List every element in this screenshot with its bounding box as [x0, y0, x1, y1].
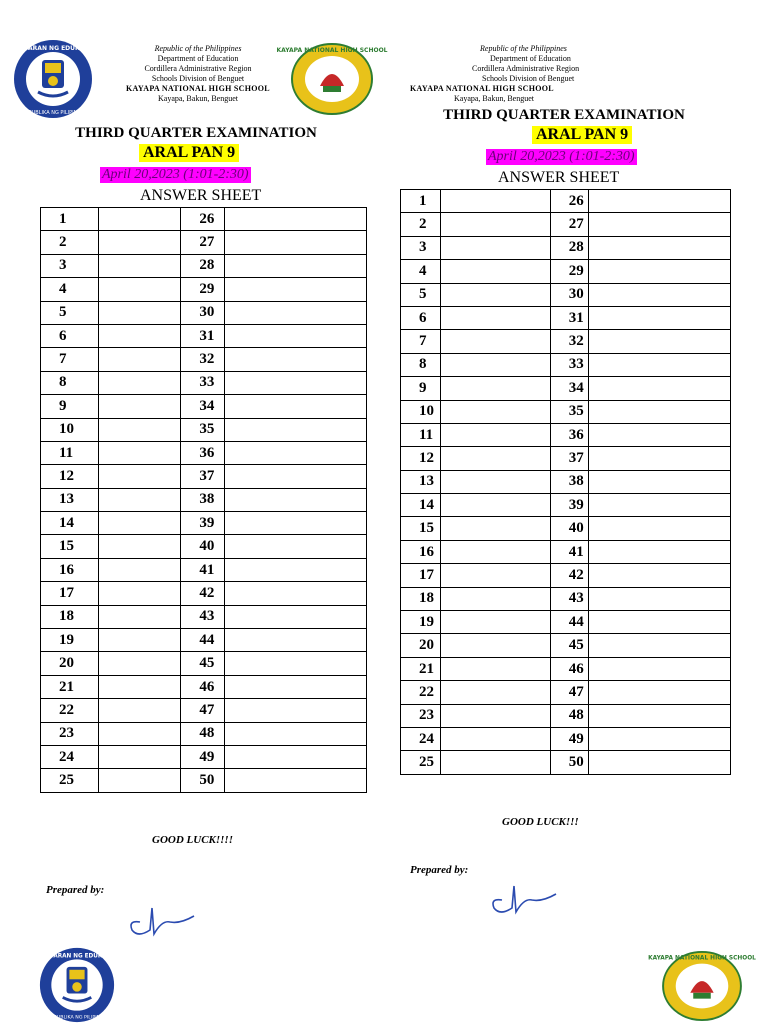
answer-blank[interactable] — [589, 564, 731, 587]
deped-seal-subtext: REPUBLIKA NG PILIPINAS — [22, 110, 84, 116]
item-number: 42 — [550, 564, 589, 587]
republic-line-right: Republic of the Philippines — [480, 44, 567, 53]
item-number: 24 — [401, 727, 441, 750]
item-number: 35 — [181, 418, 225, 441]
answer-row — [41, 722, 367, 745]
answer-blank[interactable] — [225, 512, 367, 535]
answer-blank[interactable] — [589, 447, 731, 470]
item-number: 43 — [181, 605, 225, 628]
answer-blank[interactable] — [98, 254, 181, 277]
item-number: 6 — [41, 324, 99, 347]
answer-row — [401, 587, 731, 610]
item-number: 12 — [401, 447, 441, 470]
department-line-right: Department of Education — [490, 54, 571, 63]
item-number: 25 — [41, 769, 99, 792]
item-number: 47 — [550, 681, 589, 704]
item-number: 45 — [550, 634, 589, 657]
school-line-right: KAYAPA NATIONAL HIGH SCHOOL — [410, 84, 554, 93]
item-number: 46 — [181, 675, 225, 698]
answer-blank[interactable] — [98, 512, 181, 535]
letterhead-right — [410, 44, 710, 104]
item-number: 8 — [41, 371, 99, 394]
answer-blank[interactable] — [98, 371, 181, 394]
item-number: 2 — [41, 231, 99, 254]
item-number: 13 — [401, 470, 441, 493]
answer-row — [401, 704, 731, 727]
item-number: 33 — [550, 353, 589, 376]
answer-blank[interactable] — [440, 213, 550, 236]
item-number: 31 — [181, 324, 225, 347]
prepared-by-label-right: Prepared by: — [410, 864, 469, 876]
answer-row — [401, 657, 731, 680]
answer-row — [401, 564, 731, 587]
item-number: 9 — [401, 377, 441, 400]
school-line: KAYAPA NATIONAL HIGH SCHOOL — [126, 84, 270, 93]
deped-seal-bottom-icon — [29, 946, 125, 1024]
item-number: 3 — [401, 236, 441, 259]
item-number: 27 — [181, 231, 225, 254]
item-number: 15 — [401, 517, 441, 540]
answer-row — [401, 260, 731, 283]
item-number: 10 — [41, 418, 99, 441]
answer-sheet-right — [384, 0, 768, 1024]
item-number: 19 — [401, 611, 441, 634]
answer-blank[interactable] — [98, 582, 181, 605]
school-seal-text: KAYAPA NATIONAL HIGH SCHOOL — [276, 47, 388, 54]
answer-blank[interactable] — [589, 634, 731, 657]
answer-blank[interactable] — [589, 260, 731, 283]
answer-blank[interactable] — [440, 587, 550, 610]
answer-blank[interactable] — [225, 441, 367, 464]
item-number: 41 — [550, 540, 589, 563]
item-number: 43 — [550, 587, 589, 610]
exam-date: April 20,2023 (1:01-2:30) — [102, 167, 249, 182]
answer-blank[interactable] — [98, 675, 181, 698]
address-line: Kayapa, Bakun, Benguet — [158, 94, 238, 103]
item-number: 4 — [41, 278, 99, 301]
item-number: 2 — [401, 213, 441, 236]
answer-blank[interactable] — [98, 535, 181, 558]
item-number: 14 — [41, 512, 99, 535]
item-number: 21 — [401, 657, 441, 680]
answer-blank[interactable] — [440, 330, 550, 353]
item-number: 40 — [550, 517, 589, 540]
answer-table-right — [400, 189, 731, 775]
item-number: 36 — [181, 441, 225, 464]
item-number: 35 — [550, 400, 589, 423]
answer-row — [401, 727, 731, 750]
answer-blank[interactable] — [225, 582, 367, 605]
item-number: 38 — [181, 488, 225, 511]
answer-blank[interactable] — [225, 769, 367, 792]
answer-blank[interactable] — [589, 213, 731, 236]
answer-blank[interactable] — [589, 190, 731, 213]
item-number: 1 — [401, 190, 441, 213]
good-luck-text: GOOD LUCK!!!! — [152, 834, 233, 846]
item-number: 28 — [550, 236, 589, 259]
item-number: 16 — [41, 558, 99, 581]
answer-blank[interactable] — [440, 657, 550, 680]
item-number: 9 — [41, 395, 99, 418]
answer-blank[interactable] — [440, 611, 550, 634]
answer-row — [401, 190, 731, 213]
item-number: 7 — [401, 330, 441, 353]
item-number: 37 — [181, 465, 225, 488]
answer-blank[interactable] — [440, 494, 550, 517]
item-number: 18 — [401, 587, 441, 610]
item-number: 46 — [550, 657, 589, 680]
answer-blank[interactable] — [589, 681, 731, 704]
item-number: 24 — [41, 745, 99, 768]
answer-blank[interactable] — [225, 745, 367, 768]
answer-row — [401, 447, 731, 470]
letterhead — [108, 44, 288, 104]
division-line-right: Schools Division of Benguet — [482, 74, 575, 83]
exam-title-right: THIRD QUARTER EXAMINATION — [443, 107, 685, 123]
item-number: 48 — [181, 722, 225, 745]
item-number: 30 — [181, 301, 225, 324]
answer-blank[interactable] — [225, 558, 367, 581]
item-number: 42 — [181, 582, 225, 605]
answer-blank[interactable] — [225, 535, 367, 558]
answer-blank[interactable] — [225, 371, 367, 394]
item-number: 17 — [41, 582, 99, 605]
answer-blank[interactable] — [589, 587, 731, 610]
answer-sheet-title: ANSWER SHEET — [140, 187, 262, 204]
region-line: Cordillera Administrative Region — [144, 64, 252, 73]
answer-blank[interactable] — [589, 423, 731, 446]
answer-blank[interactable] — [589, 353, 731, 376]
good-luck-text-right: GOOD LUCK!!! — [502, 816, 579, 828]
answer-blank[interactable] — [440, 353, 550, 376]
item-number: 22 — [401, 681, 441, 704]
answer-row — [401, 494, 731, 517]
item-number: 15 — [41, 535, 99, 558]
item-number: 50 — [181, 769, 225, 792]
item-number: 33 — [181, 371, 225, 394]
answer-row — [41, 324, 367, 347]
item-number: 49 — [181, 745, 225, 768]
answer-blank[interactable] — [225, 324, 367, 347]
item-number: 10 — [401, 400, 441, 423]
answer-blank[interactable] — [440, 260, 550, 283]
region-line-right: Cordillera Administrative Region — [472, 64, 580, 73]
prepared-by-label: Prepared by: — [46, 884, 105, 896]
answer-blank[interactable] — [589, 283, 731, 306]
answer-blank[interactable] — [225, 278, 367, 301]
answer-blank[interactable] — [225, 254, 367, 277]
answer-blank[interactable] — [225, 418, 367, 441]
answer-blank[interactable] — [589, 236, 731, 259]
answer-blank[interactable] — [98, 769, 181, 792]
item-number: 44 — [550, 611, 589, 634]
item-number: 38 — [550, 470, 589, 493]
division-line: Schools Division of Benguet — [151, 74, 245, 83]
answer-blank[interactable] — [440, 377, 550, 400]
answer-row — [41, 208, 367, 231]
answer-row — [41, 371, 367, 394]
item-number: 32 — [550, 330, 589, 353]
item-number: 5 — [401, 283, 441, 306]
deped-seal-text: KAGAWARAN NG EDUKASYON — [3, 45, 103, 52]
answer-blank[interactable] — [98, 395, 181, 418]
answer-blank[interactable] — [98, 348, 181, 371]
item-number: 48 — [550, 704, 589, 727]
answer-table-left — [40, 207, 367, 793]
item-number: 19 — [41, 629, 99, 652]
item-number: 16 — [401, 540, 441, 563]
item-number: 28 — [181, 254, 225, 277]
answer-row — [41, 535, 367, 558]
answer-blank[interactable] — [440, 564, 550, 587]
deped-seal-icon — [3, 38, 103, 120]
answer-row — [41, 582, 367, 605]
answer-row — [401, 236, 731, 259]
item-number: 12 — [41, 465, 99, 488]
school-seal-icon — [276, 42, 388, 116]
item-number: 20 — [41, 652, 99, 675]
item-number: 34 — [550, 377, 589, 400]
answer-row — [41, 699, 367, 722]
address-line-right: Kayapa, Bakun, Benguet — [454, 94, 534, 103]
answer-blank[interactable] — [589, 330, 731, 353]
answer-row — [41, 745, 367, 768]
item-number: 1 — [41, 208, 99, 231]
answer-blank[interactable] — [98, 558, 181, 581]
answer-blank[interactable] — [98, 231, 181, 254]
item-number: 29 — [550, 260, 589, 283]
answer-row — [401, 283, 731, 306]
item-number: 44 — [181, 629, 225, 652]
answer-blank[interactable] — [440, 517, 550, 540]
answer-blank[interactable] — [225, 395, 367, 418]
school-seal-bottom-text: KAYAPA NATIONAL HIGH SCHOOL — [648, 955, 756, 962]
answer-row — [41, 488, 367, 511]
answer-row — [401, 634, 731, 657]
item-number: 14 — [401, 494, 441, 517]
item-number: 50 — [550, 751, 589, 774]
item-number: 13 — [41, 488, 99, 511]
answer-blank[interactable] — [589, 306, 731, 329]
item-number: 31 — [550, 306, 589, 329]
answer-row — [401, 377, 731, 400]
answer-row — [401, 751, 731, 774]
item-number: 26 — [550, 190, 589, 213]
subject-title-right: ARAL PAN 9 — [532, 126, 632, 144]
subject-title: ARAL PAN 9 — [139, 144, 239, 162]
answer-blank[interactable] — [440, 306, 550, 329]
item-number: 17 — [401, 564, 441, 587]
answer-sheet-title-right: ANSWER SHEET — [498, 169, 620, 186]
answer-blank[interactable] — [225, 629, 367, 652]
answer-blank[interactable] — [440, 727, 550, 750]
answer-row — [41, 395, 367, 418]
exam-title: THIRD QUARTER EXAMINATION — [75, 125, 317, 141]
answer-blank[interactable] — [225, 722, 367, 745]
answer-blank[interactable] — [225, 348, 367, 371]
item-number: 37 — [550, 447, 589, 470]
answer-blank[interactable] — [98, 699, 181, 722]
answer-blank[interactable] — [589, 657, 731, 680]
answer-blank[interactable] — [440, 400, 550, 423]
answer-blank[interactable] — [589, 540, 731, 563]
answer-blank[interactable] — [98, 652, 181, 675]
item-number: 7 — [41, 348, 99, 371]
item-number: 41 — [181, 558, 225, 581]
answer-blank[interactable] — [98, 465, 181, 488]
answer-row — [41, 512, 367, 535]
answer-blank[interactable] — [98, 722, 181, 745]
answer-blank[interactable] — [225, 652, 367, 675]
answer-blank[interactable] — [98, 301, 181, 324]
answer-row — [401, 400, 731, 423]
signature-icon — [122, 900, 202, 940]
answer-blank[interactable] — [440, 634, 550, 657]
item-number: 39 — [550, 494, 589, 517]
answer-row — [41, 769, 367, 792]
item-number: 4 — [401, 260, 441, 283]
deped-seal-bottom-text: KAGAWARAN NG EDUKASYON — [29, 953, 125, 960]
answer-blank[interactable] — [98, 629, 181, 652]
answer-row — [41, 254, 367, 277]
answer-blank[interactable] — [440, 236, 550, 259]
item-number: 29 — [181, 278, 225, 301]
answer-row — [401, 611, 731, 634]
answer-row — [41, 652, 367, 675]
item-number: 40 — [181, 535, 225, 558]
answer-blank[interactable] — [98, 488, 181, 511]
item-number: 23 — [41, 722, 99, 745]
answer-blank[interactable] — [440, 540, 550, 563]
answer-blank[interactable] — [589, 517, 731, 540]
answer-blank[interactable] — [440, 681, 550, 704]
answer-row — [401, 213, 731, 236]
item-number: 26 — [181, 208, 225, 231]
answer-blank[interactable] — [225, 301, 367, 324]
answer-blank[interactable] — [589, 704, 731, 727]
item-number: 8 — [401, 353, 441, 376]
answer-blank[interactable] — [589, 751, 731, 774]
answer-blank[interactable] — [589, 470, 731, 493]
republic-line: Republic of the Philippines — [154, 44, 242, 53]
answer-blank[interactable] — [225, 605, 367, 628]
answer-blank[interactable] — [589, 377, 731, 400]
answer-blank[interactable] — [225, 465, 367, 488]
department-line: Department of Education — [157, 54, 239, 63]
item-number: 6 — [401, 306, 441, 329]
answer-blank[interactable] — [440, 423, 550, 446]
answer-row — [41, 418, 367, 441]
exam-date-right: April 20,2023 (1:01-2:30) — [488, 149, 635, 164]
deped-seal-bottom-subtext: REPUBLIKA NG PILIPINAS — [47, 1015, 107, 1021]
answer-blank[interactable] — [98, 208, 181, 231]
answer-blank[interactable] — [98, 441, 181, 464]
answer-blank[interactable] — [98, 745, 181, 768]
answer-blank[interactable] — [225, 208, 367, 231]
answer-row — [41, 629, 367, 652]
answer-blank[interactable] — [98, 278, 181, 301]
answer-row — [41, 605, 367, 628]
answer-blank[interactable] — [98, 605, 181, 628]
answer-blank[interactable] — [589, 494, 731, 517]
signature-right-icon — [484, 878, 564, 918]
answer-blank[interactable] — [440, 447, 550, 470]
answer-blank[interactable] — [589, 400, 731, 423]
answer-row — [401, 470, 731, 493]
item-number: 11 — [41, 441, 99, 464]
item-number: 11 — [401, 423, 441, 446]
item-number: 5 — [41, 301, 99, 324]
item-number: 32 — [181, 348, 225, 371]
item-number: 45 — [181, 652, 225, 675]
answer-blank[interactable] — [225, 675, 367, 698]
answer-row — [41, 231, 367, 254]
item-number: 20 — [401, 634, 441, 657]
answer-blank[interactable] — [440, 283, 550, 306]
item-number: 22 — [41, 699, 99, 722]
answer-blank[interactable] — [440, 704, 550, 727]
answer-blank[interactable] — [98, 324, 181, 347]
answer-row — [41, 465, 367, 488]
item-number: 34 — [181, 395, 225, 418]
answer-blank[interactable] — [225, 488, 367, 511]
answer-row — [401, 353, 731, 376]
item-number: 36 — [550, 423, 589, 446]
item-number: 23 — [401, 704, 441, 727]
answer-row — [41, 278, 367, 301]
answer-row — [401, 540, 731, 563]
answer-blank[interactable] — [225, 231, 367, 254]
answer-row — [41, 675, 367, 698]
school-seal-bottom-icon — [648, 950, 756, 1022]
answer-row — [401, 330, 731, 353]
item-number: 39 — [181, 512, 225, 535]
answer-row — [41, 348, 367, 371]
item-number: 21 — [41, 675, 99, 698]
answer-blank[interactable] — [440, 751, 550, 774]
answer-row — [401, 681, 731, 704]
item-number: 49 — [550, 727, 589, 750]
answer-blank[interactable] — [589, 727, 731, 750]
answer-row — [401, 306, 731, 329]
answer-blank[interactable] — [440, 190, 550, 213]
item-number: 27 — [550, 213, 589, 236]
answer-row — [41, 301, 367, 324]
item-number: 3 — [41, 254, 99, 277]
answer-blank[interactable] — [589, 611, 731, 634]
answer-blank[interactable] — [225, 699, 367, 722]
item-number: 47 — [181, 699, 225, 722]
item-number: 30 — [550, 283, 589, 306]
answer-row — [41, 558, 367, 581]
answer-blank[interactable] — [98, 418, 181, 441]
answer-row — [401, 517, 731, 540]
answer-row — [41, 441, 367, 464]
item-number: 25 — [401, 751, 441, 774]
answer-row — [401, 423, 731, 446]
item-number: 18 — [41, 605, 99, 628]
answer-blank[interactable] — [440, 470, 550, 493]
